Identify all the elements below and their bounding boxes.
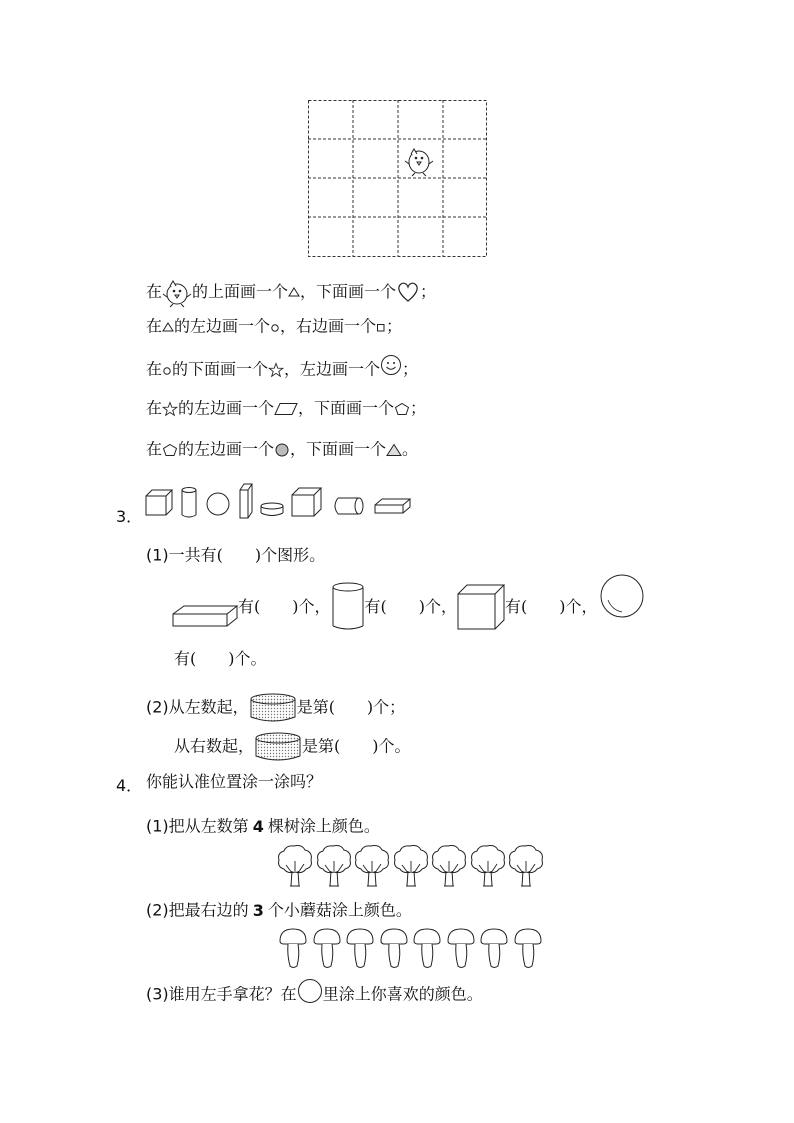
color-circle[interactable] (297, 978, 323, 1004)
instruction-line-5: 在 的左边画一个 ，下面画一个 。 (146, 439, 419, 459)
parallelogram-icon (274, 402, 298, 416)
q3-sub1: (1)一共有( )个图形。 (146, 545, 326, 565)
q3-count-row: 有( )个， 有( )个， 有( )个， (172, 582, 646, 632)
tree-icon[interactable] (276, 843, 314, 889)
q4-sub2: (2)把最右边的 3 个小蘑菇涂上颜色。 (146, 900, 412, 920)
star-icon (162, 401, 178, 417)
q4-title: 你能认准位置涂一涂吗？ (146, 772, 323, 791)
circle-icon (162, 365, 172, 375)
instruction-line-4: 在 的左边画一个 ，下面画一个 ； (146, 398, 427, 418)
mushroom-icon[interactable] (479, 927, 509, 969)
drum-cylinder-icon (254, 731, 302, 763)
star-icon (268, 362, 284, 378)
tree-icon[interactable] (430, 843, 468, 889)
instruction-line-1: 在 的上面画一个 ，下面画一个 ； (146, 277, 436, 307)
chick-icon (162, 277, 192, 307)
q4-sub3: (3)谁用左手拿花？在 里涂上你喜欢的颜色。 (146, 982, 483, 1007)
flat-box-icon (172, 604, 238, 628)
pentagon-icon (394, 402, 410, 416)
sphere-icon (598, 572, 646, 620)
smiley-icon (380, 354, 402, 376)
question-3-number: 3． (116, 507, 143, 526)
position-grid (308, 100, 488, 258)
instruction-line-3: 在 的下面画一个 ，左边画一个 ； (146, 357, 418, 382)
cylinder-icon (331, 582, 365, 632)
tree-icon[interactable] (507, 843, 545, 889)
cube-icon (457, 584, 505, 630)
shaded-triangle-icon (386, 443, 402, 457)
q3-sub2-right: 从右数起， 是第( )个。 (174, 724, 411, 769)
heart-icon (396, 281, 420, 303)
circle-icon (270, 322, 280, 332)
tree-icon[interactable] (315, 843, 353, 889)
mushroom-icon[interactable] (345, 927, 375, 969)
mushroom-icon[interactable] (446, 927, 476, 969)
shaded-circle-icon (274, 442, 290, 458)
q3-sphere-count: 有( )个。 (174, 649, 267, 668)
mushroom-icon[interactable] (513, 927, 543, 969)
solids-row (144, 480, 414, 520)
q3-sub2-left: (2)从左数起， 是第( )个； (146, 685, 405, 730)
square-icon (376, 322, 386, 332)
tree-icon[interactable] (353, 843, 391, 889)
triangle-icon (288, 286, 300, 298)
triangle-icon (162, 321, 174, 333)
mushroom-icon[interactable] (312, 927, 342, 969)
question-4-number: 4． (116, 776, 143, 795)
mushroom-icon[interactable] (412, 927, 442, 969)
tree-icon[interactable] (469, 843, 507, 889)
instruction-line-2: 在 的左边画一个 ，右边画一个 ； (146, 316, 403, 336)
mushroom-icon[interactable] (379, 927, 409, 969)
drum-cylinder-icon (249, 692, 297, 724)
q4-sub1: (1)把从左数第 4 棵树涂上颜色。 (146, 816, 380, 836)
chick-icon (405, 149, 433, 176)
mushroom-icon[interactable] (278, 927, 308, 969)
pentagon-icon (162, 443, 178, 457)
tree-icon[interactable] (392, 843, 430, 889)
